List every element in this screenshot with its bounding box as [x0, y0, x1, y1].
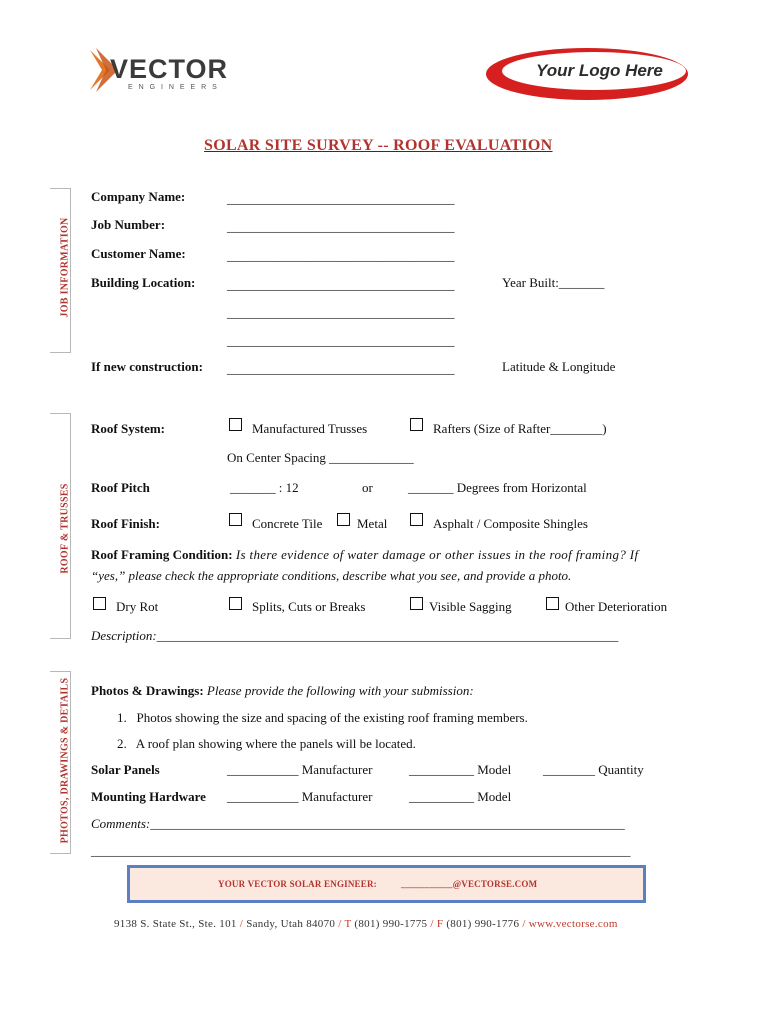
address-separator-2: / — [338, 918, 342, 930]
roof-pitch-label: Roof Pitch — [91, 480, 150, 495]
solar-panels-manufacturer-field[interactable]: ___________ Manufacturer — [227, 762, 373, 777]
photos-drawings-label: Photos & Drawings: — [91, 683, 204, 698]
building-location-field[interactable]: ___________________________________ — [227, 277, 455, 292]
other-deterioration-checkbox[interactable] — [546, 597, 559, 610]
year-built-field[interactable]: Year Built:_______ — [502, 275, 605, 290]
manufactured-trusses-checkbox[interactable] — [229, 418, 242, 431]
rafters-checkbox[interactable] — [410, 418, 423, 431]
or-text: or — [362, 480, 373, 495]
latitude-longitude-label: Latitude & Longitude — [502, 359, 616, 374]
on-center-spacing-field[interactable]: On Center Spacing _____________ — [227, 450, 414, 465]
splits-checkbox[interactable] — [229, 597, 242, 610]
mounting-hardware-manufacturer-field[interactable]: ___________ Manufacturer — [227, 789, 373, 804]
photos-drawings-instructions: Please provide the following with your submission: — [206, 683, 474, 698]
visible-sagging-label: Visible Sagging — [429, 599, 512, 614]
manufactured-trusses-label: Manufactured Trusses — [252, 421, 368, 436]
concrete-tile-checkbox[interactable] — [229, 513, 242, 526]
building-location-field-3[interactable]: ___________________________________ — [227, 333, 455, 348]
customer-name-field[interactable]: ___________________________________ — [227, 248, 455, 263]
comments-field[interactable]: Comments:_________________________________________________________________________ — [91, 816, 625, 831]
phone-number: (801) 990-1775 — [354, 918, 428, 930]
roof-system-label: Roof System: — [91, 421, 166, 436]
photos-drawings-line — [91, 683, 474, 699]
solar-panels-model-field[interactable]: __________ Model — [409, 762, 512, 777]
mounting-hardware-model-field[interactable]: __________ Model — [409, 789, 512, 804]
job-number-label: Job Number: — [91, 217, 166, 232]
photos-side-label: PHOTOS, DRAWINGS & DETAILS — [59, 677, 71, 844]
new-construction-field[interactable]: ___________________________________ — [227, 361, 455, 376]
fax-prefix: F — [436, 918, 444, 930]
solar-panels-label: Solar Panels — [91, 762, 160, 777]
address-separator-4: / — [522, 918, 526, 930]
metal-checkbox[interactable] — [337, 513, 350, 526]
your-logo-placeholder — [484, 46, 690, 102]
company-address-line — [114, 918, 618, 930]
building-location-field-2[interactable]: ___________________________________ — [227, 305, 455, 320]
roof-framing-condition-question: Is there evidence of water damage or other issues in the roof framing? If — [235, 547, 639, 562]
address-separator-3: / — [430, 918, 434, 930]
dry-rot-label: Dry Rot — [116, 599, 159, 614]
comments-field-line-2[interactable]: ___________________________________________________________________________________ — [91, 843, 631, 858]
job-number-field[interactable]: ___________________________________ — [227, 219, 455, 234]
building-location-label: Building Location: — [91, 275, 196, 290]
roof-framing-condition-label: Roof Framing Condition: — [91, 547, 233, 562]
roof-framing-condition-question-2: “yes,” please check the appropriate conditions, describe what you see, and provide a photo. — [91, 568, 572, 583]
solar-panels-quantity-field[interactable]: ________ Quantity — [543, 762, 644, 777]
vector-logo — [88, 44, 248, 96]
your-logo-text: Your Logo Here — [536, 61, 663, 80]
address-separator-1: / — [239, 918, 244, 930]
address-street: 9138 S. State St., Ste. 101 — [114, 918, 237, 930]
asphalt-checkbox[interactable] — [410, 513, 423, 526]
vector-logo-text: VECTOR — [110, 54, 229, 84]
address-city: Sandy, Utah 84070 — [246, 918, 336, 930]
engineer-contact-box — [127, 865, 646, 903]
customer-name-label: Customer Name: — [91, 246, 186, 261]
vector-logo-subtext: E N G I N E E R S — [128, 84, 219, 91]
roof-pitch-field[interactable]: _______ : 12 — [230, 480, 299, 495]
page-title: SOLAR SITE SURVEY -- ROOF EVALUATION — [204, 137, 553, 154]
degrees-field[interactable]: _______ Degrees from Horizontal — [408, 480, 587, 495]
other-deterioration-label: Other Deterioration — [565, 599, 668, 614]
phone-prefix: T — [344, 918, 352, 930]
concrete-tile-label: Concrete Tile — [252, 516, 323, 531]
asphalt-label: Asphalt / Composite Shingles — [433, 516, 588, 531]
company-name-field[interactable]: ___________________________________ — [227, 191, 455, 206]
photos-requirement-2: 2. A roof plan showing where the panels will be located. — [117, 736, 416, 751]
rafters-label[interactable]: Rafters (Size of Rafter________) — [433, 421, 607, 436]
photos-requirement-1: 1. Photos showing the size and spacing of the existing roof framing members. — [117, 710, 528, 725]
if-new-construction-label: If new construction: — [91, 359, 203, 374]
mounting-hardware-label: Mounting Hardware — [91, 789, 206, 804]
company-name-label: Company Name: — [91, 189, 186, 204]
dry-rot-checkbox[interactable] — [93, 597, 106, 610]
fax-number: (801) 990-1776 — [446, 918, 520, 930]
website-link[interactable]: www.vectorse.com — [528, 918, 618, 930]
engineer-label: YOUR VECTOR SOLAR ENGINEER: — [218, 879, 377, 889]
roof-framing-condition — [91, 547, 638, 563]
metal-label: Metal — [357, 516, 388, 531]
description-field[interactable]: Description:_______________________________________________________________________ — [91, 628, 619, 643]
roof-finish-label: Roof Finish: — [91, 516, 160, 531]
splits-label: Splits, Cuts or Breaks — [252, 599, 366, 614]
job-information-side-label: JOB INFORMATION — [59, 217, 71, 318]
roof-trusses-side-label: ROOF & TRUSSES — [59, 483, 71, 574]
engineer-email-field[interactable]: ___________@VECTORSE.COM — [401, 879, 538, 889]
visible-sagging-checkbox[interactable] — [410, 597, 423, 610]
